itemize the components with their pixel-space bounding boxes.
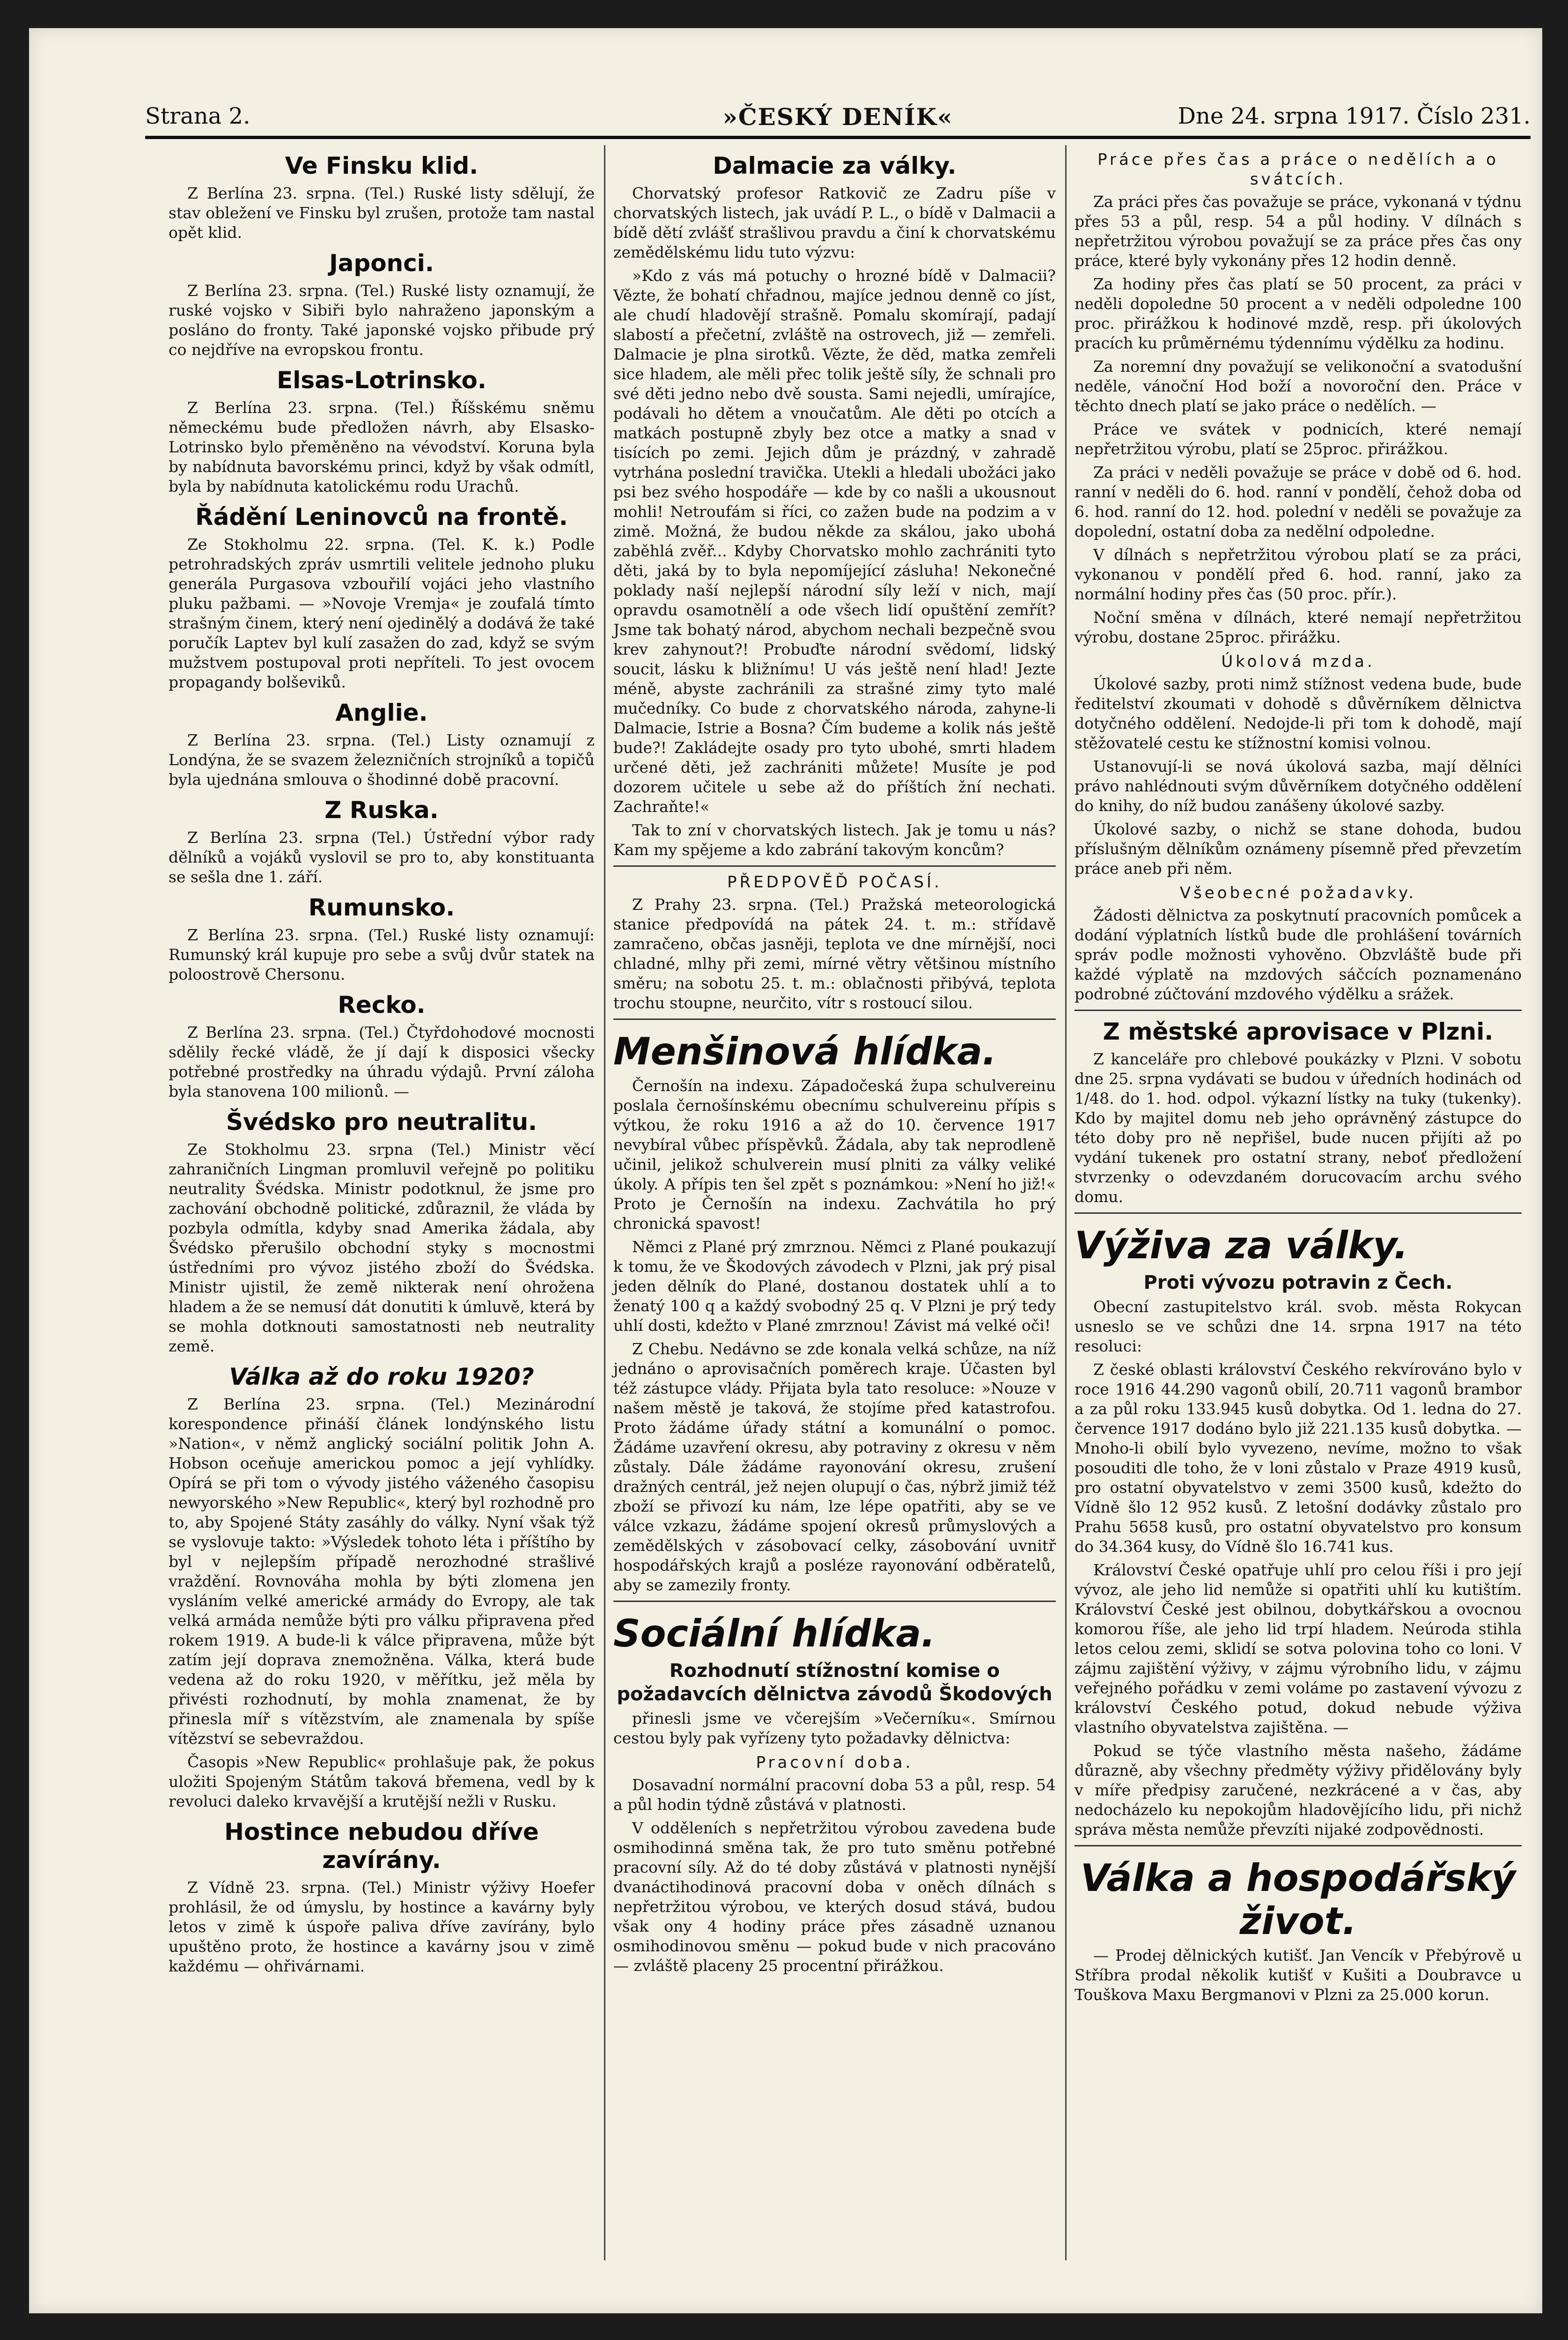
article-body: Z Berlína 23. srpna. (Tel.) Ruské listy oznamují: Rumunský král kupuje pro sebe a svůj dvůr statek na poloostrově Chersonu.	[169, 926, 595, 983]
article-title: Hostince nebudou dříve zavírány.	[224, 1818, 539, 1874]
article-body: Království České opatřuje uhlí pro celou říši i pro její vývoz, ale jeho lid nemůže si opatřiti uhlí ku kutištím. Království České jest obilnou, dobytkářskou a ovocnou komorou říše, ale jeho lid trpí hladem. Neúroda stihla letos celou zemi, sklidí se sotva polovina toho co loni. V zájmu zajištění výživy, v zájmu výrobního lidu, v zájmu veřejného pořádku v zemi voláme po zastavení vývozu z království Českého potud, dokud nebude výživa vlastního obyvatelstva zajištěna. —	[1075, 1561, 1522, 1736]
article-title: Z městské aprovisace v Plzni.	[1103, 1018, 1494, 1045]
section-title: Výživa za války.	[1075, 1224, 1408, 1267]
column-3	[1075, 145, 1522, 2008]
article-title: Válka až do roku 1920?	[229, 1363, 534, 1390]
subsection-title: Všeobecné požadavky.	[1179, 884, 1417, 902]
article-title: Řádění Leninovců na frontě.	[195, 503, 568, 531]
article-body: Z Chebu. Nedávno se zde konala velká schůze, na níž jednáno o aprovisačních poměrech kraje. Účasten byl též zástupce vlády. Přijata byla tato resoluce: »Nouze v našem městě je taková, že stojíme před katastrofou. Proto žádáme úřady státní a komunální o pomoc. Žádáme uzavření okresu, aby potraviny z okresu v něm zůstaly. Dále žádáme rayonování okresu, zrušení dražných centrál, jež nejen olupují o čas, nýbrž jimiž též zboží se přivozí ku nám, lze lépe opatřiti, aby se ve válce vzkazu, žádáme spojení okresů průmyslových a zemědělských v zásobovací celky, zásobování uvnitř hospodářských krajů a posléze rayonování odběratelů, aby se zamezily fronty.	[613, 1340, 1056, 1594]
article-title: PŘEDPOVĚĎ POČASÍ.	[727, 873, 942, 892]
paper-name: »ČESKÝ DENÍK«	[722, 103, 953, 131]
subsection-title: Pracovní doba.	[756, 1753, 913, 1772]
header-rule	[145, 136, 1531, 139]
article-body: Z Berlína 23. srpna. (Tel.) Čtyřdohodové mocnosti sdělily řecké vládě, že jí dají k disposici všecky potřebné prostředky na úhradu výdajů. První záloha byla stanovena 100 milionů. —	[169, 1023, 595, 1100]
article-body: V odděleních s nepřetržitou výrobou zavedena bude osmihodinná směna tak, že pro tuto směnu potřebné pracovní síly. Až do té doby zůstává v platnosti nynější dvanáctihodinová pracovní doba v oněch dílnách s nepřetržitou výrobou, ve kterých dosud stává, budou však ony 4 hodiny práce přes zásadně uznanou osmihodinovou směnu — pokud bude v nich pracováno — zvláště placeny 25 procentní přirážkou.	[613, 1819, 1056, 1975]
article-body: Z Berlína 23. srpna. (Tel.) Mezinárodní korespondence přináší článek londýnského listu »Nation«, v němž anglický sociální politik John A. Hobson oceňuje americkou pomoc a její vyhlídky. Opírá se při tom o vývody jistého váženého časopisu newyorského »New Republic«, který byl rozhodně pro to, aby Spojené Státy zasáhly do války. Nyní však týž se vyslovuje takto: »Výsledek tohoto léta i příštího by byl v nejlepším případě nerozhodné strašlivé vraždění. Rovnováha mohla by býti zlomena jen vysláním velké americké armády do Evropy, ale tak velká armáda nemůže býti pro válku připravena před rokem 1919. A bude-li k válce připravena, může být zatím její doprava znemožněna. Válka, která bude vedena až do roku 1920, v měřítku, jež měla by přivésti rozhodnutí, by mohla znamenat, že by přinesla míř s vítězstvím, ale znamenala by spíše vítězství se sebevraždou.	[169, 1395, 595, 1748]
article-body: Ze Stokholmu 23. srpna (Tel.) Ministr věcí zahraničních Lingman promluvil veřejně po politiku neutrality Švédska. Ministr podotknul, že jsme pro zachování obchodně politické, zdůraznil, že vláda by pozbyla odmítla, kdyby snad Amerika žádala, aby Švédsko přerušilo obchodní styky s mocnostmi ústředními pro vývoz jistého zboží do Švédska. Ministr ujistil, že země nikterak není ohrožena hladem a že se nemusí dát donutiti k úmluvě, která by se mohla dotknouti samostatnosti neb neutrality země.	[169, 1140, 595, 1355]
section-rule	[1075, 1010, 1522, 1011]
article-title: Dalmacie za války.	[713, 152, 957, 179]
date-issue: Dne 24. srpna 1917. Číslo 231.	[1178, 103, 1531, 129]
article-body: Z Berlína 23. srpna. (Tel.) Ruské listy sdělují, že stav obležení ve Finsku byl zrušen, protože tam nastal opět klid.	[169, 184, 595, 242]
article-body: Za hodiny přes čas platí se 50 procent, za práci v neděli dopoledne 50 procent a v neděli odpoledne 100 proc. přirážkou k hodinové mzdě, resp. při úkolových pracích ku průměrnému týdennímu výdělku za hodinu.	[1075, 275, 1522, 352]
article-body: Dosavadní normální pracovní doba 53 a půl, resp. 54 a půl hodin týdně zůstává v platnosti.	[613, 1776, 1056, 1814]
article-body: Chorvatský profesor Ratkovič ze Zadru píše v chorvatských listech, jak uvádí P. L., o bídě v Dalmacii a bídě dětí zvlášť strašlivou pravdu a činí k chorvatskému zemědělskému lidu tuto výzvu:	[613, 184, 1056, 261]
section-rule	[613, 1019, 1056, 1020]
column-divider	[1065, 145, 1067, 2260]
article-body: přinesli jsme ve včerejším »Večerníku«. Smírnou cestou byly pak vyřízeny tyto požadavky dělnictva:	[613, 1709, 1056, 1747]
article-body: Noční směna v dílnách, které nemají nepřetržitou výrobu, dostane 25proc. přirážku.	[1075, 608, 1522, 646]
article-body: Úkolové sazby, proti nimž stížnost vedena bude, bude ředitelství zkoumati v dohodě s důvěrníkem dělnictva dotyčného oddělení. Nedojde-li při tom k dohodě, mají stěžovatelé cestu ke stížnostní komisi volnou.	[1075, 675, 1522, 752]
article-body: Obecní zastupitelstvo král. svob. města Rokycan usneslo se ve schůzi dne 14. srpna 1917 na této resoluci:	[1075, 1298, 1522, 1355]
section-title: Válka a hospodářský život.	[1080, 1856, 1516, 1943]
article-subtitle: Rozhodnutí stížnostní komise o požadavcích dělnictva závodů Škodových	[617, 1660, 1053, 1705]
article-body: Za práci přes čas považuje se práce, vykonaná v týdnu přes 53 a půl, resp. 54 a půl hodiny. V dílnách s nepřetržitou výrobou považují se za práce přes čas ony práce, které byly vykonány přes 12 hodin denně.	[1075, 192, 1522, 270]
article-body: Ustanovují-li se nová úkolová sazba, mají dělníci právo nahlédnouti svým důvěrníkem dotyčného oddělení do knihy, do níž budou zanášeny úkolové sazby.	[1075, 757, 1522, 815]
article-title: Ve Finsku klid.	[285, 152, 478, 179]
article-body: Němci z Plané prý zmrznou. Němci z Plané poukazují k tomu, že ve Škodových závodech v Plzni, jak prý pisal jeden dělník do Plané, dostanou dostatek uhlí a to ženatý 100 q a každý svobodný 25 q. V Plzni je prý tedy uhlí dosti, kdežto v Plané zmrznou! Závist má velké oči!	[613, 1238, 1056, 1335]
article-body: Časopis »New Republic« prohlašuje pak, že pokus uložiti Spojeným Státům taková břemena, vedl by k revoluci daleko krvavější a krutější nežli v Rusku.	[169, 1753, 595, 1810]
article-body: Z české oblasti království Českého rekvírováno bylo v roce 1916 44.290 vagonů obilí, 20.711 vagonů brambor a za půl roku 133.945 kusů dobytka. Od 1. ledna do 27. července 1917 dodáno bylo již 221.135 kusů dobytka. — Mnoho-li obilí bylo vyvezeno, nevíme, možno to však posouditi dle toho, že v loni zůstalo v Praze 4919 kusů, pro ostatní obyvatelstvo v zemi 3500 kusů, kdežto do Vídně šlo 12 952 kusů. Z letošní dodávky zůstalo pro Prahu 5658 kusů, pro ostatní obyvatelstvo pro konsum do 34.364 kusy, do Vídně šlo 16.741 kus.	[1075, 1360, 1522, 1556]
article-body: Z Berlína 23. srpna. (Tel.) Ruské listy oznamují, že ruské vojsko v Sibiři bylo nahraženo japonským a posláno do fronty. Také japonské vojsko přibude prý co nejdříve na evropskou frontu.	[169, 281, 595, 359]
section-rule	[1075, 1845, 1522, 1846]
page-label: Strana 2.	[145, 103, 250, 129]
article-body: Práce ve svátek v podnicích, které nemají nepřetržitou výrobu, platí se 25proc. přirážkou.	[1075, 420, 1522, 458]
article-body: V dílnách s nepřetržitou výrobou platí se za práci, vykonanou v pondělí před 6. hod. ranní, jako za normální hodiny přes čas (50 proc. přír.).	[1075, 546, 1522, 603]
article-body: Pokud se týče vlastního města našeho, žádáme důrazně, aby všechny předměty výživy přidělovány byly v míře předpisy zaručené, nezkrácené a v čas, aby nedocházelo ku nepokojům hladovějícího lidu, při nichž správa města nemůže převzíti nijaké zodpovědnosti.	[1075, 1742, 1522, 1838]
article-title: Anglie.	[335, 699, 428, 726]
section-rule	[1075, 1212, 1522, 1214]
page-header	[145, 80, 1531, 136]
article-body: Z Berlína 23. srpna. (Tel.) Říšskému sněmu německému bude předložen návrh, aby Elsasko-Lotrinsko bylo přeměněno na vévodství. Koruna byla by nabídnuta bavorskému princi, když by však odmítl, byla by nabídnuta katolickému rodu Urachů.	[169, 399, 595, 495]
article-body: Z Prahy 23. srpna. (Tel.) Pražská meteorologická stanice předpovídá na pátek 24. t. m.: střídavě zamračeno, občas jasněji, teplota ve dne mírnější, noci chladné, mlhy při zemi, mírné větry většinou místního směru; na sobotu 25. t. m.: oblačnosti přibývá, teplota trochu stoupne, neurčito, vítr s rostoucí silou.	[613, 895, 1056, 1012]
article-body: Z Berlína 23. srpna (Tel.) Ústřední výbor rady dělníků a vojáků vyslovil se pro to, aby konstituanta se sešla dne 1. září.	[169, 828, 595, 886]
article-body: Tak to zní v chorvatských listech. Jak je tomu u nás? Kam my spějeme a kdo zabrání takovým koncům?	[613, 821, 1056, 859]
section-rule	[613, 1601, 1056, 1602]
article-body: Žádosti dělnictva za poskytnutí pracovních pomůcek a dodání výplatních lístků bude dle prohlášení továrních správ podle možnosti vyhověno. Obzvláště bude při každé výplatě na mzdových sáčcích poznamenáno podrobné zúčtování mzdového výdělku a srážek.	[1075, 906, 1522, 1003]
article-body: Z Berlína 23. srpna. (Tel.) Listy oznamují z Londýna, že se svazem železničních strojníků a topičů byla ujednána smlouva o šhodinné době pracovní.	[169, 731, 595, 789]
article-subtitle: Proti vývozu potravin z Čech.	[1143, 1272, 1453, 1293]
article-body: Za noremní dny považují se velikonoční a svatodušní neděle, vánoční Hod boží a novoroční den. Práce v těchto dnech platí se jako práce o nedělích. —	[1075, 357, 1522, 415]
article-body: Z kanceláře pro chlebové poukázky v Plzni. V sobotu dne 25. srpna vydávati se budou v úředních hodinách od 1/48. do 1. hod. odpol. výkazní lístky na tuky (tukenky). Kdo by majitel domu neb jeho oprávněný zástupce do této doby pro ně nepřišel, bude nucen přijíti až po vydání tukenek pro ostatní strany, neboť předložení stvrzenky o odevzdaném dorucovacím archu svého domu.	[1075, 1050, 1522, 1206]
article-body: Černošín na indexu. Západočeská župa schulvereinu poslala černošínskému obecnímu schulvereinu přípis s výtkou, že roku 1916 a až do 10. července 1917 nevybíral vůbec příspěvků. Žádala, aby tak neprodleně učinil, jelikož schulverein musí plniti za války veliké úkoly. A přípis ten šel zpět s poznámkou: »Není ho již!« Proto je Černošín na indexu. Zachvátila ho prý chronická spavost!	[613, 1077, 1056, 1233]
article-body: Úkolové sazby, o nichž se stane dohoda, budou příslušným dělníkům oznámeny písemně před převzetím práce aneb při něm.	[1075, 820, 1522, 878]
article-title: Recko.	[338, 991, 426, 1019]
column-1	[169, 145, 595, 1980]
article-title: Japonci.	[329, 250, 434, 277]
column-2	[613, 145, 1056, 1979]
article-title: Rumunsko.	[308, 894, 455, 921]
article-body: — Prodej dělnických kutišť. Jan Vencík v Přebýrově u Stříbra prodal několik kutišť v Kušiti a Doubravce u Touškova Maxu Bergmanovi v Plzni za 25.000 korun.	[1075, 1946, 1522, 2004]
article-body: Z Vídně 23. srpna. (Tel.) Ministr výživy Hoefer prohlásil, že od úmyslu, by hostince a kavárny byly letos v zimě k úspoře paliva dříve zavírány, bylo upuštěno proto, že hostince a kavárny jsou v zimě každému — ohřivárnami.	[169, 1878, 595, 1975]
article-body: »Kdo z vás má potuchy o hrozné bídě v Dalmacii? Vězte, že bohatí chřadnou, majíce jednou denně co jíst, ale chudí hladovějí strašně. Pomalu skomírají, padají slabostí a přečetní, zvláště na ostrovech, již — zemřeli. Dalmacie je plna sirotků. Vězte, že děd, matka zemřeli sice hladem, ale měli přec tolik ještě síly, že schnali pro své děti jedno nebo dvě sousta. Sami nejedli, umírajíce, podávali ho dětem a vnoučatům. Ale děti po otcích a matkách postupně zbyly bez otce a matky a snad v tisících po zemi. Jejich dům je prázdný, v zahradě vytrhána poslední travička. Utekli a hledali ubožáci jako psi bez svého hospodáře — kde by co našli a ukousnout mohli! Netroufám si říci, co zažen bude na podzim a v zimě. Možná, že budou někde za skálou, jako ubohá zaběhlá zvěř... Kdyby Chorvatsko mohlo zachrániti tyto děti, jaká by to byla nepomíjející zásluha! Nekonečné poklady naší nejlepší národní síly leží v nich, mají opravdu osamotnělí a ode všech lidí opuštění zemřít? Jsme tak bohatý národ, abychom nechali bezpečně svou krev zahynout?! Probuďte národní svědomí, lidský soucit, lásku k bližnímu! U vás ještě není hlad! Jezte méně, abyste zachránili za strašné zimy tyto malé mučedníky. Co bude z chorvatského národa, zahyne-li Dalmacie, Istrie a Bosna? Čím budeme a kolik nás ještě bude?! Zakládejte osady pro tyto ubohé, smrti hladem určené děti, jež zachrániti můžete! Musíte je pod dozorem učitele u sebe až do příštích žní nechati. Zachraňte!«	[613, 266, 1056, 816]
article-title: Švédsko pro neutralitu.	[226, 1108, 537, 1136]
article-body: Ze Stokholmu 22. srpna. (Tel. K. k.) Podle petrohradských zpráv usmrtili velitele jednoho pluku generála Purgasova vzbouřilí vojáci jeho vlastního pluku pažbami. — »Novoje Vremja« je zoufalá tímto strašným činem, který není ojedinělý a dodává že také poručík Laptev byl kulí zasažen do zad, když se svým mužstvem postupoval proti nepříteli. To jest ovocem propagandy bolševiků.	[169, 535, 595, 691]
column-divider	[604, 145, 605, 2260]
subsection-title: Práce přes čas a práce o nedělích a o svátcích.	[1097, 150, 1499, 189]
section-rule	[613, 865, 1056, 867]
section-title: Menšinová hlídka.	[613, 1030, 997, 1073]
article-body: Za práci v neděli považuje se práce v době od 6. hod. ranní v neděli do 6. hod. ranní v pondělí, čehož doba od 6. hod. ranní do 12. hod. polední v neděli se považuje za dopolední, ostatní doba za nedělní odpoledne.	[1075, 463, 1522, 540]
article-title: Z Ruska.	[324, 797, 439, 824]
subsection-title: Úkolová mzda.	[1221, 652, 1375, 671]
article-title: Elsas-Lotrinsko.	[277, 367, 486, 394]
section-title: Sociální hlídka.	[613, 1612, 935, 1655]
